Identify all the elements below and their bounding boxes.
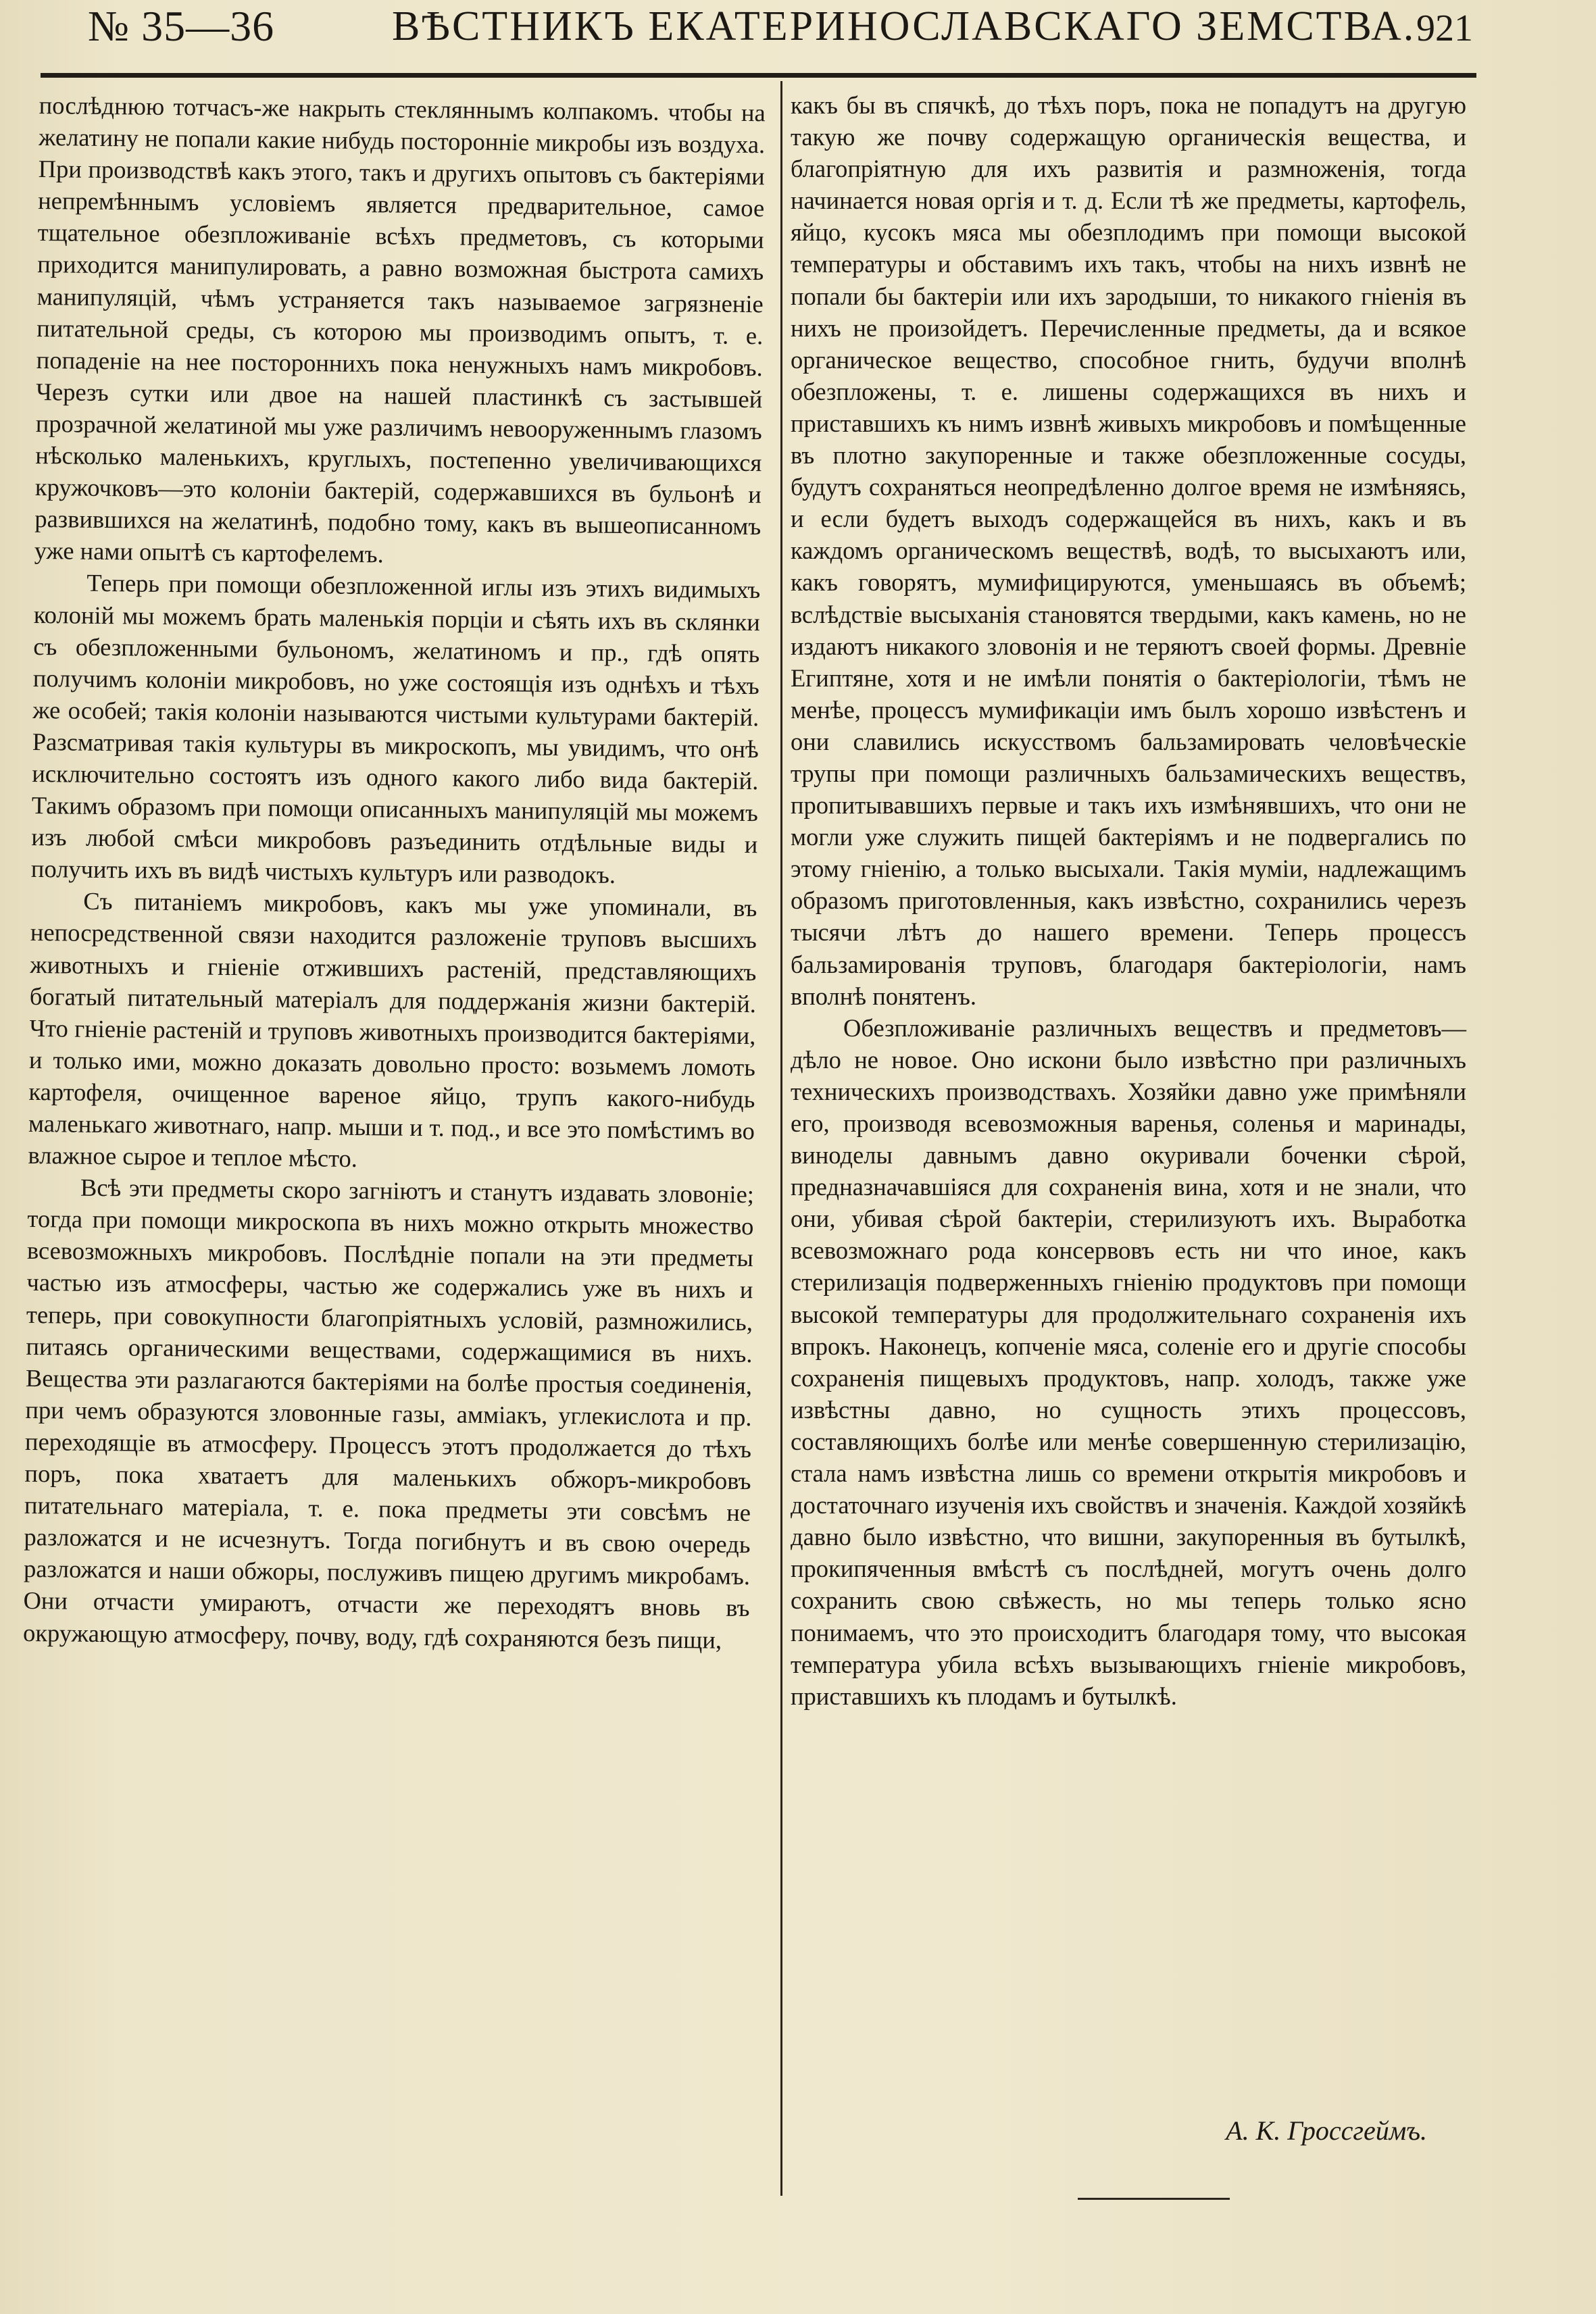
page-header [41, 1, 1473, 69]
page-number: 921 [1416, 7, 1473, 49]
paragraph: Съ питаніемъ микробовъ, какъ мы уже упоминали, въ непосредственной связи находится разложеніе труповъ высшихъ животныхъ и гніеніе отжившихъ растеній, представляющихъ богатый питательный матеріалъ для поддержанія жизни бактерій. Что гніеніе растеній и труповъ животныхъ производится бактеріями, и только ими, можно доказать довольно просто: возьмемъ ломоть картофеля, очищенное вареное яйцо, трупъ какого-нибудь маленькаго животнаго, напр. мыши и т. под., и все это помѣстимъ во влажное сырое и теплое мѣсто. [28, 887, 757, 1173]
end-rule [1078, 2198, 1230, 2200]
paragraph: какъ бы въ спячкѣ, до тѣхъ поръ, пока не попадутъ на другую такую же почву содержащую органическія вещества, и благопріятную для ихъ развитія и размноженія, тогда начинается новая оргія и т. д. Если тѣ же предметы, картофель, яйцо, кусокъ мяса мы обезплодимъ при помощи высокой температуры и обставимъ ихъ такъ, чтобы на нихъ извнѣ не попали бы бактеріи или ихъ зародыши, то никакого гніенія въ нихъ не произойдетъ. Перечисленные предметы, да и всякое органическое вещество, способное гнить, будучи вполнѣ обезпложены, т. е. лишены содержащихся въ нихъ и приставшихъ къ нимъ извнѣ живыхъ микробовъ и помѣщенные въ плотно закупоренные и также обезпложенные сосуды, будутъ сохраняться неопредѣленно долгое время не измѣняясь, и если будетъ выходъ содержащейся въ нихъ, какъ и въ каждомъ органическомъ веществѣ, водѣ, то высыхаютъ или, какъ говорятъ, мумифицируются, уменьшаясь въ объемѣ; вслѣдствіе высыханія становятся твердыми, какъ камень, но не издаютъ никакого зловонія и не теряютъ своей формы. Древніе Египтяне, хотя и не имѣли понятія о бактеріологіи, тѣмъ не менѣе, процессъ мумификаціи имъ былъ хорошо извѣстенъ и они славились искусствомъ бальзамировать человѣческіе трупы при помощи различныхъ бальзамическихъ веществъ, пропитывавшихъ первые и такъ ихъ измѣнявшихъ, что они не могли уже служить пищей бактеріямъ и не подвергались по этому гніенію, а только высыхали. Такія мумiи, надлежащимъ образомъ приготовленныя, какъ извѣстно, сохранились черезъ тысячи лѣтъ до нашего времени. Теперь процессъ бальзамированія труповъ, благодаря бактеріологіи, намъ вполнѣ понятенъ. [791, 91, 1466, 1010]
column-divider [780, 81, 782, 2196]
issue-number: № 35—36 [88, 2, 275, 50]
paragraph: Теперь при помощи обезпложенной иглы изъ этихъ видимыхъ колоній мы можемъ брать маленькія порціи и сѣять ихъ въ склянки съ обезпложенными бульономъ, желатиномъ и пр., гдѣ опять получимъ колоніи микробовъ, но уже состоящія изъ однѣхъ и тѣхъ же особей; такія колоніи называются чистыми культурами бактерій. Разсматривая такія культуры въ микроскопъ, мы увидимъ, что онѣ исключительно состоятъ изъ одного какого либо вида бактерій. Такимъ образомъ при помощи описанныхъ манипуляцій мы можемъ изъ любой смѣси микробовъ разъединить отдѣльные виды и получить ихъ въ видѣ чистыхъ культуръ или разводокъ. [30, 569, 761, 889]
journal-title: ВѢСТНИКЪ ЕКАТЕРИНОСЛАВСКАГО ЗЕМСТВА. [392, 3, 1416, 49]
paragraph: Обезпложиваніе различныхъ веществъ и предметовъ—дѣло не новое. Оно искони было извѣстно при различныхъ техническихъ производствахъ. Хозяйки давно уже примѣняли его, производя всевозможныя варенья, соленья и маринады, виноделы давнымъ давно окуривали боченки сѣрой, предназначавшіяся для сохраненія вина, хотя и не знали, что они, убивая сѣрой бактеріи, стерилизуютъ ихъ. Выработка всевозможнаго рода консервовъ есть ни что иное, какъ стерилизація подверженныхъ гніенію продуктовъ при помощи высокой температуры для продолжительнаго сохраненія ихъ впрокъ. Наконецъ, копченіе мяса, соленіе его и другіе способы сохраненія пищевыхъ продуктовъ, напр. холодъ, также уже извѣстны давно, но сущность этихъ процессовъ, составляющихъ болѣе или менѣе совершенную стерилизацію, стала намъ извѣстна лишь со времени открытія микробовъ и достаточнаго изученія ихъ свойствъ и значенія. Каждой хозяйкѣ давно было извѣстно, что вишни, закупоренныя въ бутылкѣ, прокипяченныя вмѣстѣ съ послѣдней, могутъ очень долго сохранить свою свѣжесть, но мы теперь только ясно понимаемъ, что это происходитъ благодаря тому, что высокая температура убила всѣхъ вызывающихъ гніеніе микробовъ, приставшихъ къ плодамъ и бутылкѣ. [791, 1013, 1466, 1710]
paragraph: Всѣ эти предметы скоро загніютъ и станутъ издавать зловоніе; тогда при помощи микроскопа въ нихъ можно открыть множество всевозможныхъ микробовъ. Послѣдніе попали на эти предметы частью изъ атмосферы, частью же содержались уже въ нихъ и теперь, при совокупности благопріятныхъ условій, размножились, питаясь органическими веществами, содержащимися въ нихъ. Вещества эти разлагаются бактеріями на болѣе простыя соединенія, при чемъ образуются зловонные газы, амміакъ, углекислота и пр. переходящіе въ атмосферу. Процессъ этотъ продолжается до тѣхъ поръ, пока хватаетъ для маленькихъ обжоръ-микробовъ питательнаго матеріала, т. е. пока предметы эти совсѣмъ не разложатся и не исчезнутъ. Тогда погибнутъ и въ свою очередь разложатся и наши обжоры, послуживъ пищею другимъ микробамъ. Они отчасти умираютъ, отчасти же переходятъ вновь въ окружающую атмосферу, почву, воду, гдѣ сохраняются безъ пищи, [22, 1173, 755, 1654]
left-column [23, 89, 766, 1656]
author-signature: А. К. Гроссгеймъ. [1226, 2115, 1427, 2146]
header-rule [41, 73, 1476, 78]
paragraph: послѣднюю тотчасъ-же накрыть стекляннымъ колпакомъ. чтобы на желатину не попали какие нибудь посторонніе микробы изъ воздуха. При производствѣ какъ этого, такъ и другихъ опытовъ съ бактеріями непремѣннымъ условіемъ является предварительное, самое тщательное обезпложиваніе всѣхъ предметовъ, съ которыми приходится манипулировать, а равно возможная быстрота самихъ манипуляцій, чѣмъ устраняется такъ называемое загрязненіе питательной среды, съ которою мы производимъ опытъ, т. е. попаденіе на нее постороннихъ пока ненужныхъ намъ микробовъ. Черезъ сутки или двое на нашей пластинкѣ съ застывшей прозрачной желатиной мы уже различимъ невооруженнымъ глазомъ нѣсколько маленькихъ, круглыхъ, постепенно увеличивающихся кружочковъ—это колоніи бактерій, содержавшихся въ бульонѣ и развившихся на желатинѣ, подобно тому, какъ въ вышеописанномъ уже нами опытѣ съ картофелемъ. [34, 91, 766, 568]
right-column [791, 89, 1466, 1712]
